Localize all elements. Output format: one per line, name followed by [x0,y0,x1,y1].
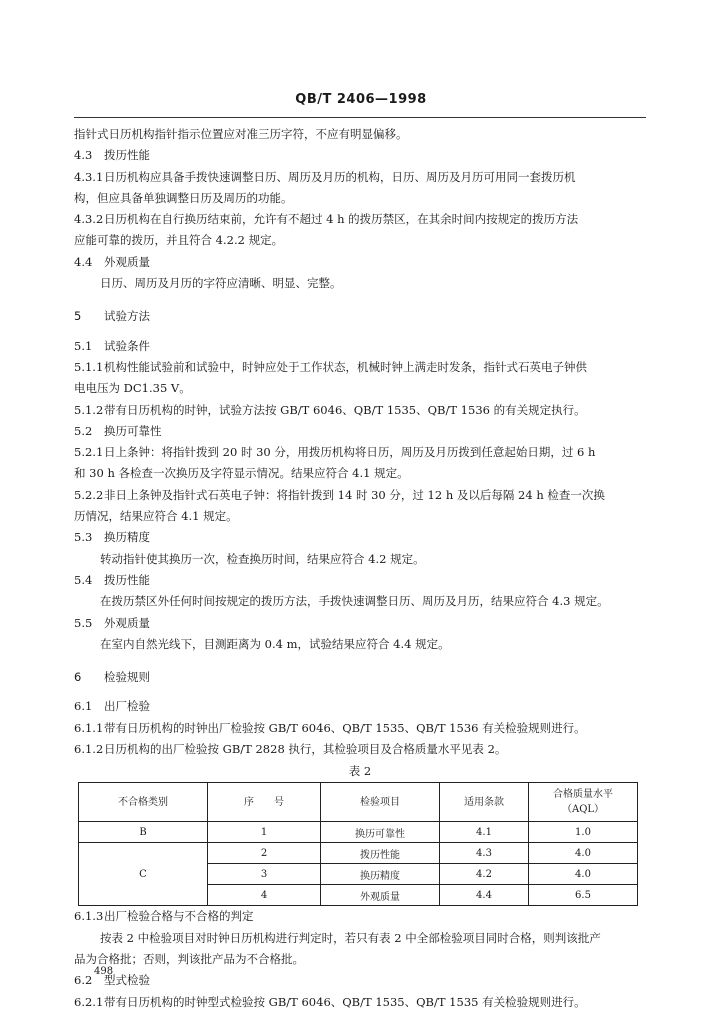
clause-text: 历情况，结果应符合 4.1 规定。 [74,509,238,524]
cell-seq: 4 [208,885,321,906]
clause-line [74,209,646,230]
clause-number: 5.2 [74,423,93,438]
clause-line [74,252,646,273]
clause-line [74,613,646,634]
cell-item: 拨历性能 [321,843,440,864]
cell-clause: 4.4 [440,885,529,906]
section-title: 试验方法 [104,309,150,324]
cell-aql: 6.5 [529,885,638,906]
clause-line [74,591,646,612]
clause-number: 6.1.1 [74,720,104,735]
standard-code-header: QB/T 2406—1998 [295,92,427,107]
clause-text: 日历、周历及月历的字符应清晰、明显、完整。 [100,276,342,291]
clause-line [74,949,646,970]
table-header-row [79,783,638,822]
clause-line [74,970,646,991]
clause-text: 日历机构的出厂检验按 GB/T 2828 执行，其检验项目及合格质量水平见表 2。 [104,742,507,757]
section-5-heading [74,306,646,327]
clause-line [74,928,646,949]
header-seq: 序 号 [208,783,321,822]
page-number: 498 [94,966,114,977]
clause-text: 转动指针使其换历一次，检查换历时间，结果应符合 4.2 规定。 [100,551,425,566]
clause-line [74,145,646,166]
section-number: 5 [74,309,82,324]
clause-line [74,570,646,591]
clause-text: 日上条钟：将指针拨到 20 时 30 分，用拨历机构将日历，周历及月历拨到任意起始日期，过 6 h [104,445,596,460]
clause-line [74,230,646,251]
header-clause: 适用条款 [440,783,529,822]
clause-text: 按表 2 中检验项目对时钟日历机构进行判定时，若只有表 2 中全部检验项目同时合格，则判该批产 [100,930,601,945]
clause-number: 6.1.2 [74,742,104,757]
clause-block-6-cont [74,906,646,1012]
cell-aql: 4.0 [529,864,638,885]
section-6-heading [74,667,646,688]
clause-text: 拨历性能 [104,148,150,163]
clause-line [74,485,646,506]
cell-aql: 1.0 [529,822,638,843]
clause-text: 品为合格批；否则，判该批产品为不合格批。 [74,951,304,966]
clause-number: 5.3 [74,530,93,545]
cell-category: C [79,843,208,906]
clause-line [74,506,646,527]
clause-text: 出厂检验合格与不合格的判定 [104,909,254,924]
clause-line [74,442,646,463]
spacer [74,655,646,667]
cell-seq: 2 [208,843,321,864]
header-aql-line2: （AQL） [561,804,605,816]
clause-line [74,634,646,655]
clause-line [74,188,646,209]
clause-block-6 [74,696,646,760]
section-number: 6 [74,670,82,685]
clause-text: 出厂检验 [104,699,150,714]
clause-number: 5.2.1 [74,445,104,460]
clause-text: 带有日历机构的时钟型式检验按 GB/T 6046、QB/T 1535、QB/T 1535 有关检验规则进行。 [104,994,586,1009]
clause-line [74,400,646,421]
clause-text: 日历机构在自行换历结束前，允许有不超过 4 h 的拨历禁区，在其余时间内按规定的拨历方法 [104,212,579,227]
table-caption: 表 2 [348,764,372,779]
clause-text: 带有日历机构的时钟，试验方法按 GB/T 6046、QB/T 1535、QB/T 1536 的有关规定执行。 [104,402,586,417]
clause-line [74,906,646,927]
clause-line [74,421,646,442]
header-aql-line1: 合格质量水平 [553,789,613,801]
cell-category: B [79,822,208,843]
cell-seq: 3 [208,864,321,885]
clause-line [74,739,646,760]
cell-clause: 4.2 [440,864,529,885]
clause-text: 在室内自然光线下，目测距离为 0.4 m，试验结果应符合 4.4 规定。 [100,636,450,651]
clause-number: 5.1.2 [74,402,104,417]
clause-text: 构，但应具备单独调整日历及周历的功能。 [74,190,293,205]
clause-number: 4.3 [74,148,93,163]
clause-number: 6.1.3 [74,909,104,924]
clause-text: 指针式日历机构指针指示位置应对准三历字符，不应有明显偏移。 [74,127,408,141]
clause-line [74,124,646,145]
cell-item: 外观质量 [321,885,440,906]
cell-clause: 4.3 [440,843,529,864]
clause-text: 应能可靠的拨历，并且符合 4.2.2 规定。 [74,233,284,248]
header-rule [74,117,646,118]
clause-line [74,273,646,294]
clause-line [74,167,646,188]
clause-number: 5.2.2 [74,487,104,502]
spacer [74,328,646,336]
page-content [74,124,646,1013]
clause-text: 拨历性能 [104,572,150,587]
cell-item: 换历精度 [321,864,440,885]
clause-text: 带有日历机构的时钟出厂检验按 GB/T 6046、QB/T 1535、QB/T 1536 有关检验规则进行。 [104,720,586,735]
clause-text: 日历机构应具备手拨快速调整日历、周历及月历的机构，日历、周历及月历可用同一套拨历机 [104,169,576,184]
section-title: 检验规则 [104,670,150,685]
clause-line [74,357,646,378]
header-aql [529,783,638,822]
header-item: 检验项目 [321,783,440,822]
table-row [79,843,638,864]
table-row [79,822,638,843]
cell-seq: 1 [208,822,321,843]
clause-text: 试验条件 [104,338,150,353]
clause-text: 外观质量 [104,254,150,269]
clause-text: 换历可靠性 [104,423,162,438]
clause-number: 5.1 [74,338,93,353]
clause-block-4 [74,124,646,294]
clause-line [74,992,646,1013]
clause-block-5 [74,336,646,655]
clause-text: 在拨历禁区外任何时间按规定的拨历方法，手拨快速调整日历、周历及月历，结果应符合 4.3 规定。 [100,594,609,609]
clause-number: 5.4 [74,572,93,587]
clause-number: 5.1.1 [74,359,104,374]
clause-line [74,378,646,399]
clause-number: 4.3.1 [74,169,104,184]
clause-number: 6.1 [74,699,93,714]
header-category: 不合格类别 [79,783,208,822]
clause-number: 5.5 [74,615,93,630]
clause-text: 外观质量 [104,615,150,630]
clause-text: 换历精度 [104,530,150,545]
clause-number: 4.3.2 [74,212,104,227]
clause-number: 6.2.1 [74,994,104,1009]
cell-item: 换历可靠性 [321,822,440,843]
clause-text: 机构性能试验前和试验中，时钟应处于工作状态，机械时钟上满走时发条，指针式石英电子钟供 [104,359,587,374]
clause-line [74,549,646,570]
cell-clause: 4.1 [440,822,529,843]
clause-text: 电电压为 DC1.35 V。 [74,381,191,396]
clause-line [74,336,646,357]
cell-aql: 4.0 [529,843,638,864]
clause-number: 6.2 [74,973,93,988]
spacer [74,688,646,696]
clause-line [74,718,646,739]
spacer [74,294,646,306]
clause-line [74,527,646,548]
clause-line [74,696,646,717]
inspection-table [78,782,638,906]
clause-number: 4.4 [74,254,93,269]
clause-line [74,463,646,484]
clause-text: 非日上条钟及指针式石英电子钟：将指针拨到 14 时 30 分，过 12 h 及以后每隔 24 h 检查一次换 [104,487,605,502]
clause-text: 和 30 h 各检查一次换历及字符显示情况。结果应符合 4.1 规定。 [74,466,409,481]
clause-text: 型式检验 [104,973,150,988]
